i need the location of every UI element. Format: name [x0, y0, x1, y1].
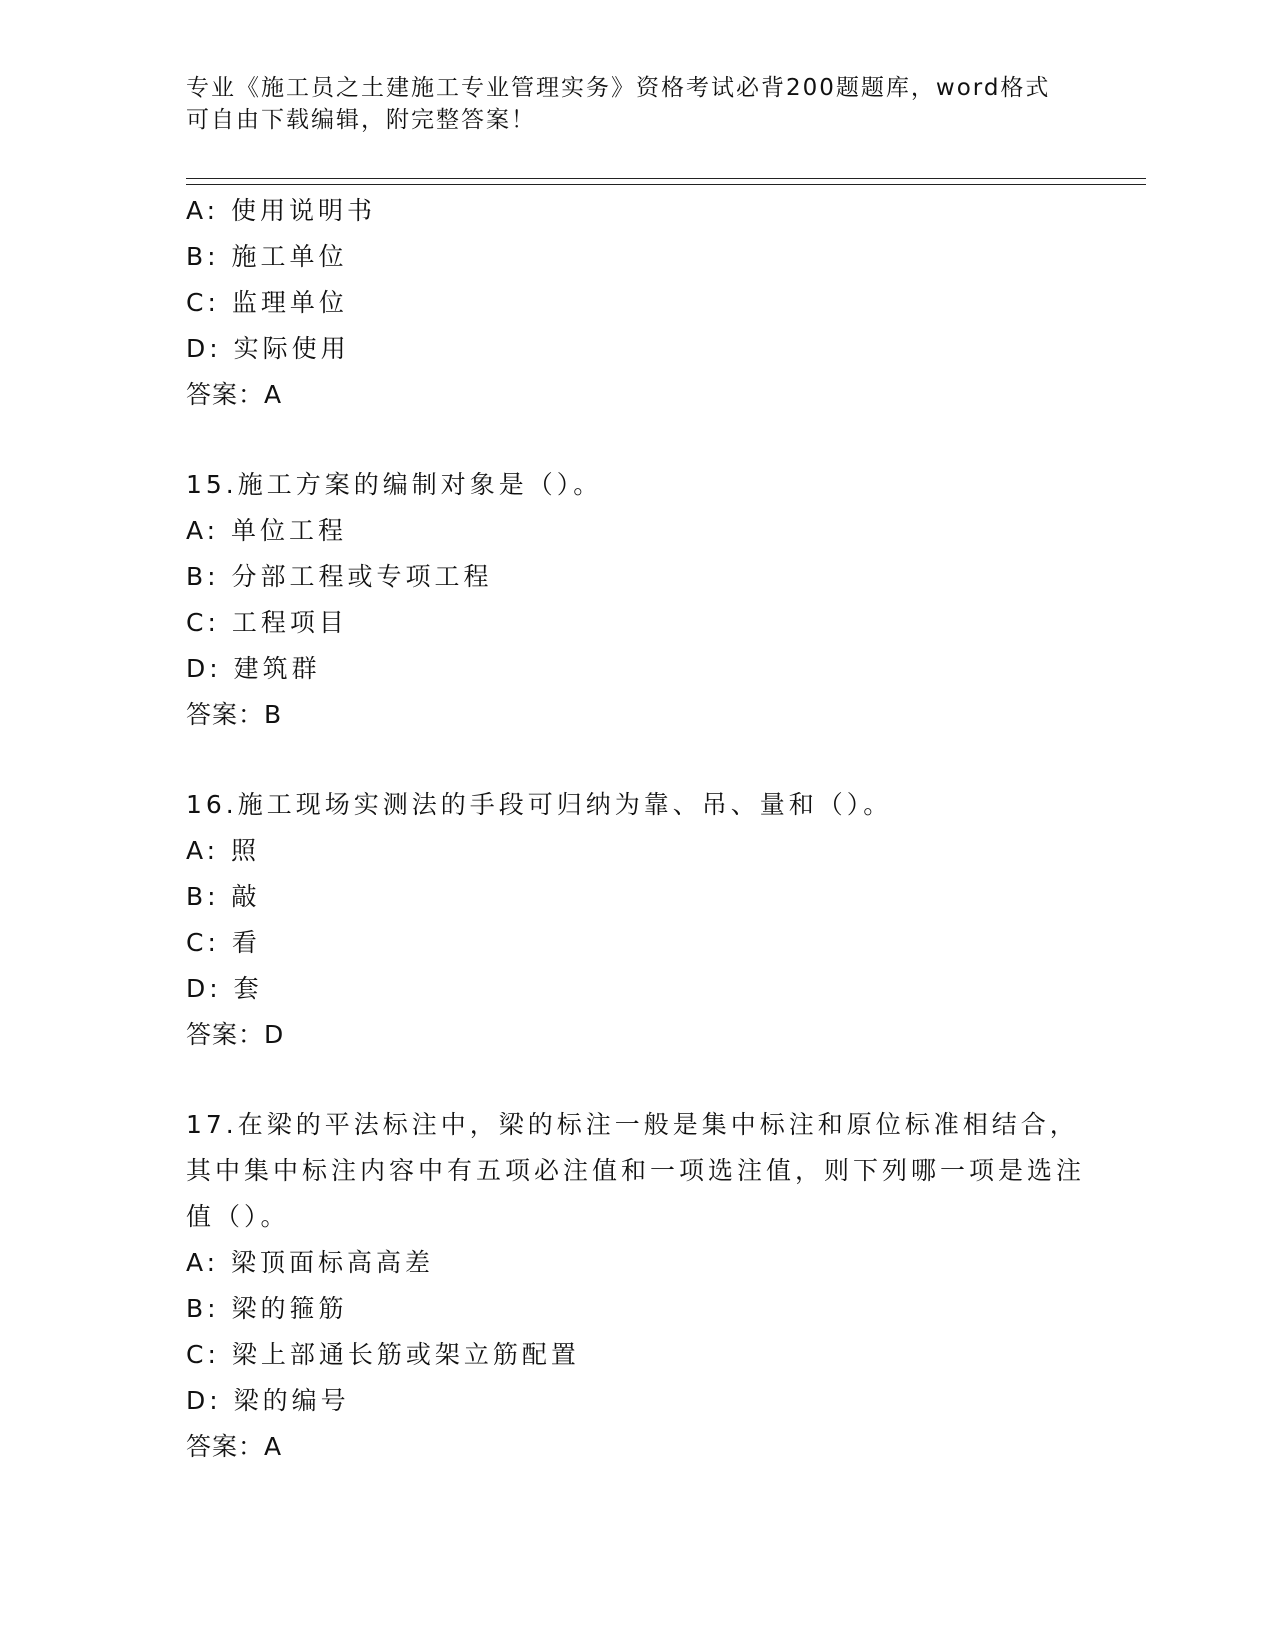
document-header: 专业《施工员之土建施工专业管理实务》资格考试必背200题题库，word格式可自由下载编辑，附完整答案！: [186, 75, 1051, 133]
option-b: B: 施工单位: [186, 242, 348, 271]
question-stem: 16.施工现场实测法的手段可归纳为靠、吊、量和（）。: [186, 790, 893, 819]
answer-line: 答案：A: [186, 1432, 283, 1461]
question-stem: 15.施工方案的编制对象是（）。: [186, 470, 603, 499]
option-c: C: 看: [186, 928, 261, 957]
question-stem: 17.在梁的平法标注中，梁的标注一般是集中标注和原位标准相结合，其中集中标注内容中有五项必注值和一项选注值，则下列哪一项是选注值（）。: [186, 1110, 1086, 1231]
question-16-block: [186, 782, 1086, 1058]
option-b: B: 分部工程或专项工程: [186, 562, 493, 591]
option-d: D: 实际使用: [186, 334, 350, 363]
answer-line: 答案：A: [186, 380, 283, 409]
answer-line: 答案：D: [186, 1020, 285, 1049]
header-divider: [186, 178, 1146, 185]
option-a: A: 梁顶面标高高差: [186, 1248, 435, 1277]
answer-line: 答案：B: [186, 700, 283, 729]
question-14-block: [186, 188, 1086, 418]
spacer: [186, 738, 1086, 782]
option-a: A: 照: [186, 836, 261, 865]
option-b: B: 梁的箍筋: [186, 1294, 348, 1323]
question-15-block: [186, 462, 1086, 738]
option-c: C: 工程项目: [186, 608, 348, 637]
spacer: [186, 418, 1086, 462]
option-c: C: 监理单位: [186, 288, 348, 317]
spacer: [186, 1058, 1086, 1102]
option-d: D: 建筑群: [186, 654, 321, 683]
option-d: D: 套: [186, 974, 263, 1003]
option-a: A: 单位工程: [186, 516, 348, 545]
option-d: D: 梁的编号: [186, 1386, 350, 1415]
option-c: C: 梁上部通长筋或架立筋配置: [186, 1340, 580, 1369]
question-list: [186, 188, 1086, 1470]
option-a: A: 使用说明书: [186, 196, 377, 225]
question-17-block: [186, 1102, 1086, 1470]
option-b: B: 敲: [186, 882, 261, 911]
